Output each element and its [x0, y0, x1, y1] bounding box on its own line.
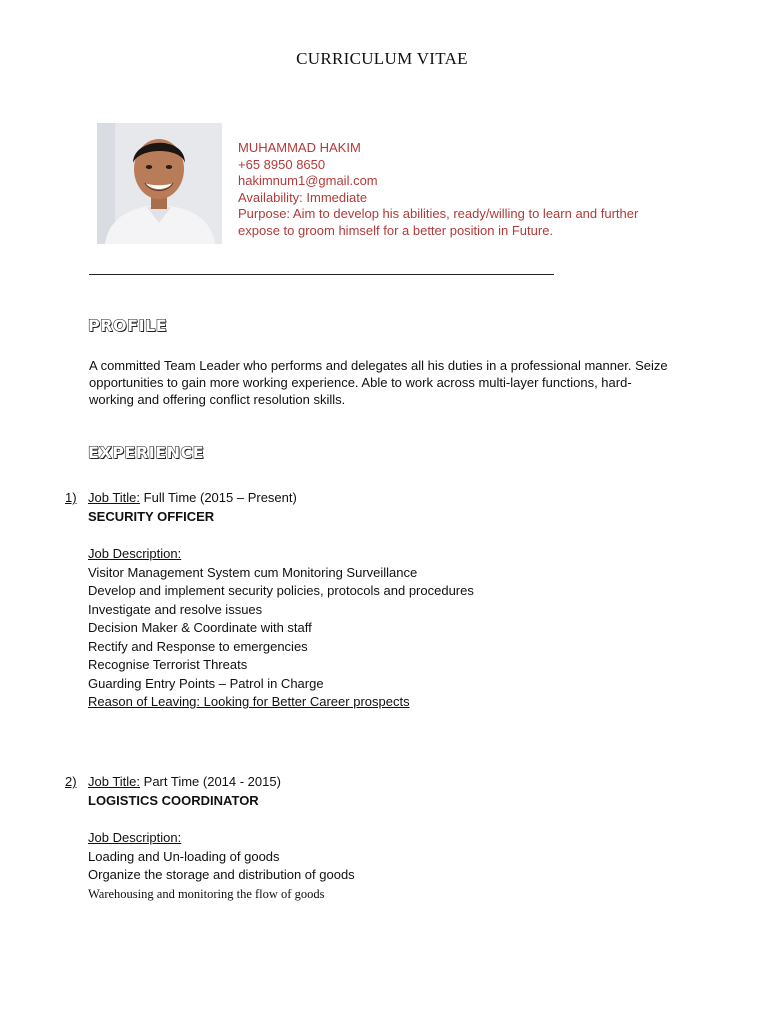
availability: Availability: Immediate — [238, 189, 368, 205]
profile-heading: PROFILE — [88, 316, 168, 335]
duty-item: Guarding Entry Points – Patrol in Charge — [88, 675, 324, 691]
contact-block — [238, 140, 678, 239]
job-title-label: Job Title: — [88, 490, 141, 505]
reason-of-leaving: Reason of Leaving: Looking for Better Career prospects — [88, 694, 410, 709]
duty-item: Organize the storage and distribution of goods — [88, 867, 355, 882]
duty-item: Loading and Un-loading of goods — [88, 848, 280, 864]
duty-item: Rectify and Response to emergencies — [88, 638, 308, 654]
job-role: LOGISTICS COORDINATOR — [88, 793, 259, 808]
duty-item: Warehousing and monitoring the flow of goods — [88, 886, 325, 901]
job-description-label: Job Description: — [88, 830, 182, 845]
job-title-line — [88, 774, 281, 789]
purpose-statement: Purpose: Aim to develop his abilities, ready/willing to learn and further expose to groom himself for a better position in Future. — [238, 206, 639, 238]
duty-item: Recognise Terrorist Threats — [88, 657, 248, 672]
job-number: 2) — [65, 774, 77, 789]
job-description-label: Job Description: — [88, 546, 182, 561]
job-title-value: Full Time (2015 – Present) — [140, 490, 297, 505]
job-role: SECURITY OFFICER — [88, 509, 215, 524]
phone-number: +65 8950 8650 — [238, 156, 326, 172]
experience-heading: EXPERIENCE — [88, 443, 205, 462]
job-number: 1) — [65, 490, 77, 505]
document-title: CURRICULUM VITAE — [296, 49, 468, 68]
candidate-name: MUHAMMAD HAKIM — [238, 140, 361, 155]
email-address: hakimnum1@gmail.com — [238, 173, 378, 188]
duty-item: Visitor Management System cum Monitoring Surveillance — [88, 564, 418, 580]
profile-photo — [97, 123, 222, 244]
duty-item: Investigate and resolve issues — [88, 601, 263, 617]
duty-item: Decision Maker & Coordinate with staff — [88, 620, 312, 635]
job-title-label: Job Title: — [88, 774, 141, 789]
job-description — [88, 829, 355, 903]
job-title-line — [88, 490, 297, 505]
duty-item: Develop and implement security policies, protocols and procedures — [88, 583, 474, 598]
job-description — [88, 545, 474, 712]
job-title-value: Part Time (2014 - 2015) — [140, 774, 281, 789]
horizontal-divider — [89, 274, 554, 275]
person-portrait-icon — [97, 123, 222, 244]
profile-text: A committed Team Leader who performs and delegates all his duties in a professional manner. Seize opportunities to gain more working experience. Able to work across multi-layer functions, hard-working and offering conflict resolution skills. — [89, 358, 668, 407]
